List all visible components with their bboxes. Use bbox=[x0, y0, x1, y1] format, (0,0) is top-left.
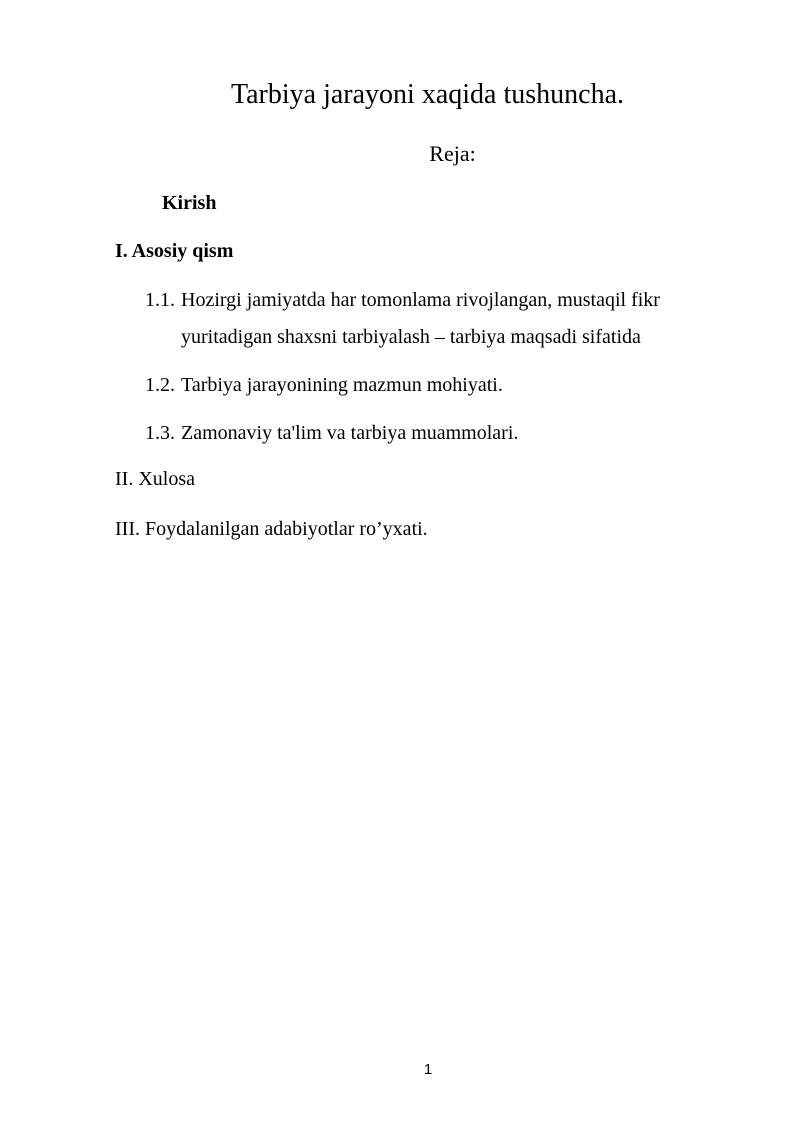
outline-item-number: 1.2. bbox=[145, 374, 175, 396]
outline-item-number: 1.3. bbox=[145, 422, 175, 444]
outline-item-number: 1.1. bbox=[145, 289, 175, 311]
outline-item-text: Tarbiya jarayonining mazmun mohiyati. bbox=[181, 374, 503, 396]
outline-item-text: Zamonaviy ta'lim va tarbiya muammolari. bbox=[181, 422, 519, 444]
outline-item-1-2 bbox=[145, 367, 705, 404]
page-number: 1 bbox=[423, 1061, 433, 1078]
main-part-heading: I. Asosiy qism bbox=[115, 240, 234, 262]
conclusion-heading: II. Xulosa bbox=[115, 468, 195, 490]
document-title: Tarbiya jarayoni xaqida tushuncha. bbox=[230, 79, 624, 110]
plan-heading: Reja: bbox=[429, 141, 476, 166]
outline-item-1-1 bbox=[145, 282, 705, 356]
outline-item-text: Hozirgi jamiyatda har tomonlama rivojlangan, mustaqil fikr yuritadigan shaxsni tarbiyalash – tarbiya maqsadi sifatida bbox=[181, 289, 660, 348]
references-heading: III. Foydalanilgan adabiyotlar ro’yxati. bbox=[115, 518, 428, 540]
intro-heading: Kirish bbox=[162, 192, 217, 214]
outline-item-1-3 bbox=[145, 415, 705, 452]
